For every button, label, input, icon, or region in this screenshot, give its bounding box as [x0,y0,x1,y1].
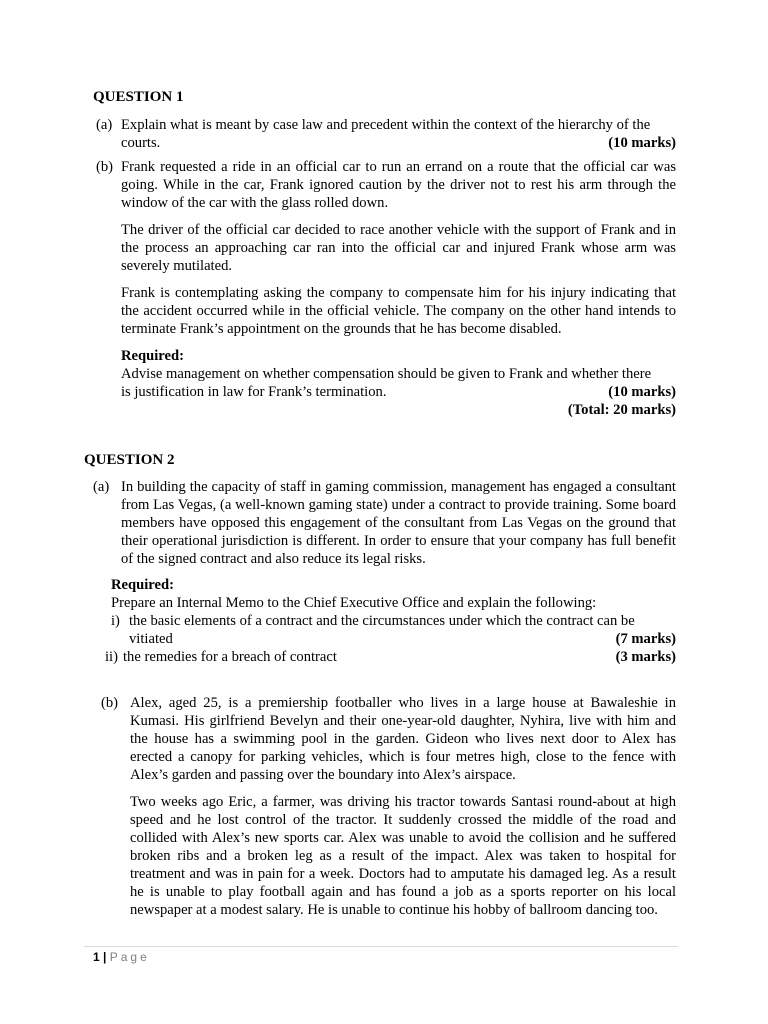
q2-a-i-line1: the basic elements of a contract and the circumstances under which the contract can be [129,613,635,629]
q1-total-marks: (Total: 20 marks) [567,402,676,418]
page-number: 1 [93,950,100,964]
footer-rule [84,946,678,947]
question-2-title: QUESTION 2 [84,452,175,468]
q1-a-label: (a) [96,117,113,133]
page-separator: | [103,950,107,964]
q2-b-paragraph-2: Two weeks ago Eric, a farmer, was driving his tractor towards Santasi round-about at high speed and he lost control of the tractor. It suddenly crossed the middle of the road and collided with Alex’s new sports car. Alex was unable to avoid the collision and he suffered broken ribs and a broken leg as a result of the impact. Alex was taken to hospital for treatment and was in pain for a week. Doctors had to amputate his damaged leg. As a result he is unable to play football again and has found a job as a sports reporter on his local newspaper at a modest salary. He is unable to continue his hobby of ballroom dancing too. [130,794,676,918]
page-word: Page [109,950,150,964]
q1-b-required-line2: is justification in law for Frank’s termination. [121,384,387,400]
q2-a-ii-marks: (3 marks) [615,649,676,665]
q2-b-label: (b) [101,695,119,711]
question-1-title: QUESTION 1 [93,89,184,105]
q2-a-required-heading: Required: [111,577,174,593]
q2-a-label: (a) [93,479,110,495]
q1-b-paragraph-3: Frank is contemplating asking the company to compensate him for his injury indicating that the accident occurred while in the official vehicle. The company on the other hand intends to terminate Frank’s appointment on the grounds that he has become disabled. [121,285,676,337]
q2-b-paragraph-1: Alex, aged 25, is a premiership footballer who lives in a large house at Bawaleshie in Kumasi. His girlfriend Bevelyn and their one-year-old daughter, Nyhira, live with him and the house has a swimming pool in the garden. Gideon who lives next door to Alex has erected a canopy for parking vehicles, which is four metres high, close to the fence with Alex’s garden and passing over the boundary into Alex’s airspace. [130,695,676,783]
q1-a-line2: courts. [121,135,161,151]
q2-a-subitem-i [111,612,676,648]
q2-a-i-number: i) [111,613,120,629]
q1-b-paragraph-2: The driver of the official car decided to race another vehicle with the support of Frank and in the process an approaching car ran into the official car and injured Frank whose arm was severely mutilated. [121,222,676,274]
q2-a-ii-number: ii) [105,649,118,665]
q1-b-label: (b) [96,159,114,175]
q1-b-required-heading: Required: [121,348,184,364]
page-footer [93,948,150,966]
q2-a-ii-text: the remedies for a breach of contract [123,649,337,665]
q2-a-paragraph-1: In building the capacity of staff in gaming commission, management has engaged a consultant from Las Vegas, (a well-known gaming state) under a contract to provide training. Some board members have opposed this engagement of the consultant from Las Vegas on the ground that their operational jurisdiction is different. In order to ensure that your company has full benefit of the signed contract and also reduce its legal risks. [121,479,676,567]
q2-a-i-marks: (7 marks) [615,631,676,647]
q2-a-i-line2: vitiated [129,631,173,647]
q1-b-paragraph-1: Frank requested a ride in an official car to run an errand on a route that the official car was going. While in the car, Frank ignored caution by the driver not to rest his arm through the window of the car with the glass rolled down. [121,159,676,211]
q1-b-required-line1: Advise management on whether compensation should be given to Frank and whether there [121,366,652,382]
q1-a-marks: (10 marks) [608,135,676,151]
q2-a-subitem-ii [105,648,676,666]
q1-a-line1: Explain what is meant by case law and precedent within the context of the hierarchy of the [121,117,651,133]
q1-b-marks: (10 marks) [608,384,676,400]
q2-a-instruction: Prepare an Internal Memo to the Chief Executive Office and explain the following: [111,595,597,611]
